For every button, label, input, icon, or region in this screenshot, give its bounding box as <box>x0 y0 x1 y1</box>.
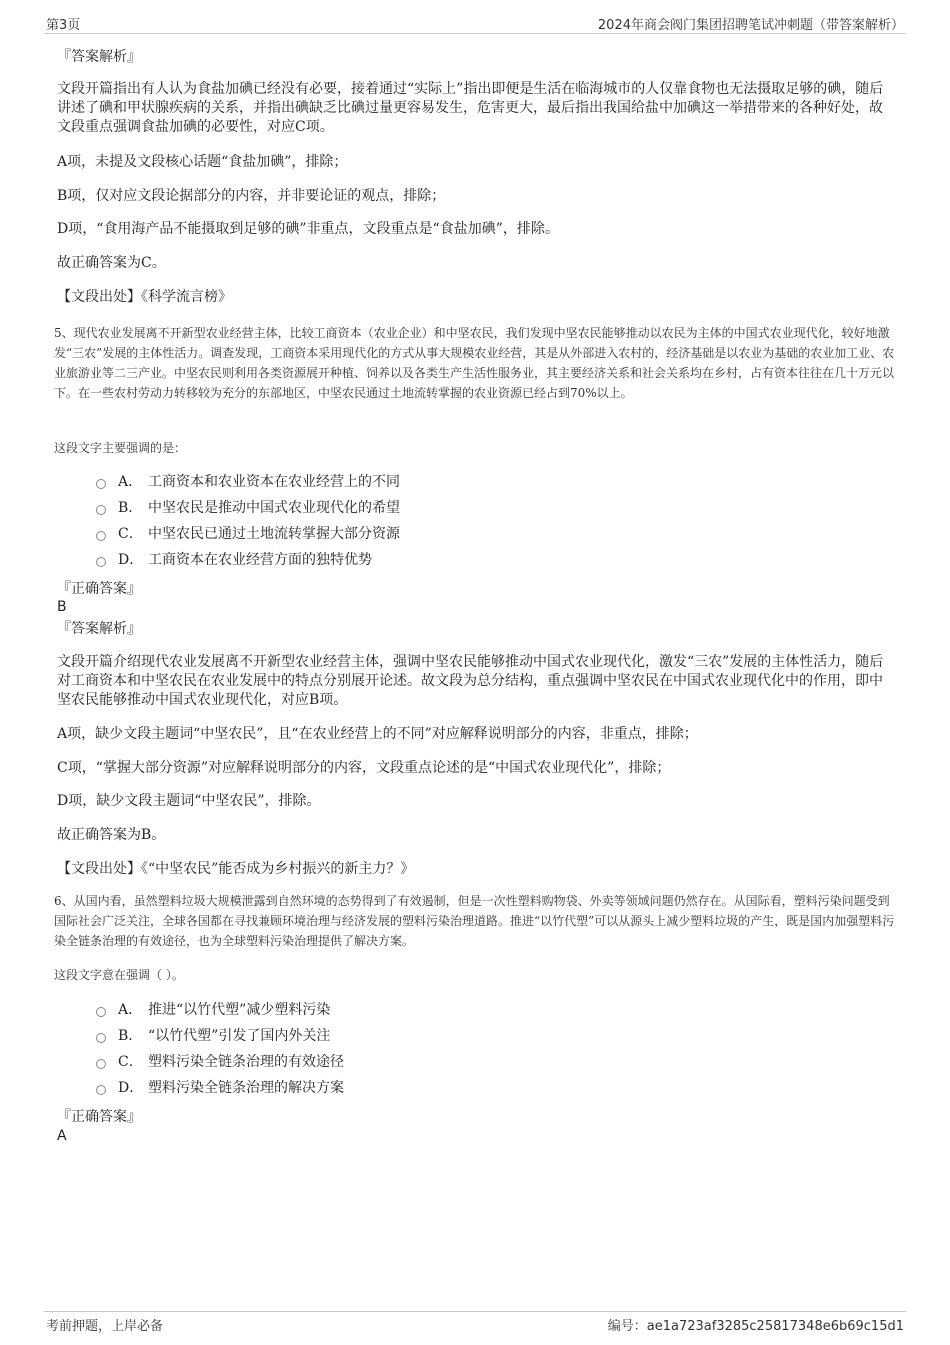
source-citation: 【文段出处】《“中坚农民”能否成为乡村振兴的新主力？》 <box>57 861 415 877</box>
radio-icon[interactable] <box>96 1007 106 1017</box>
footer-divider <box>44 1311 906 1312</box>
footer-slogan: 考前押题，上岸必备 <box>46 1319 164 1334</box>
q6-option-b[interactable] <box>96 1025 330 1047</box>
correct-answer-label: 『正确答案』 <box>57 581 141 597</box>
option-text: 中坚农民已通过土地流转掌握大部分资源 <box>148 526 400 542</box>
analysis-option-a: A项，未提及文段核心话题“食盐加碘”，排除； <box>57 154 348 170</box>
option-text: 塑料污染全链条治理的解决方案 <box>148 1080 344 1096</box>
analysis-paragraph: 文段开篇指出有人认为食盐加碘已经没有必要，接着通过“实际上”指出即便是生活在临海城市的人仅靠食物也无法摄取足够的碘，随后讲述了碘和甲状腺疾病的关系，并指出碘缺乏比碘过量更容易发生，危害更大，最后指出我国给盐中加碘这一举措带来的各种好处，故文段重点强调食盐加碘的必要性，对应C项。 <box>57 81 884 135</box>
q6-option-a[interactable] <box>96 999 330 1021</box>
radio-icon[interactable] <box>96 557 106 567</box>
footer-code <box>608 1315 904 1334</box>
analysis-paragraph: 文段开篇介绍现代农业发展离不开新型农业经营主体，强调中坚农民能够推动中国式农业现代化，激发“三农”发展的主体性活力，随后对工商资本和中坚农民在农业发展中的特点分别展开论述。故文段为总分结构，重点强调中坚农民在中国式农业现代化中的作用，即中坚农民能够推动中国式农业现代化，对应B项。 <box>57 654 884 708</box>
analysis-option-a: A项，缺少文段主题词“中坚农民”，且“在农业经营上的不同”对应解释说明部分的内容，非重点，排除； <box>57 726 698 742</box>
question-5-prompt: 这段文字主要强调的是： <box>54 441 187 455</box>
option-letter: B． <box>118 500 143 516</box>
option-letter: C． <box>118 526 143 542</box>
option-text: 工商资本在农业经营方面的独特优势 <box>148 552 372 568</box>
header-divider <box>44 33 906 34</box>
option-text: 推进“以竹代塑”减少塑料污染 <box>148 1002 331 1018</box>
correct-answer: A <box>57 1128 67 1144</box>
analysis-label: 『答案解析』 <box>57 621 141 637</box>
answer-conclusion: 故正确答案为B。 <box>57 827 166 843</box>
footer-code-value: ae1a723af3285c25817348e6b69c15d1 <box>646 1319 904 1334</box>
analysis-option-b: B项，仅对应文段论据部分的内容，并非要论证的观点，排除； <box>57 188 446 204</box>
option-text: “以竹代塑”引发了国内外关注 <box>148 1028 331 1044</box>
option-letter: D． <box>118 1080 144 1096</box>
radio-icon[interactable] <box>96 479 106 489</box>
document-title: 2024年商会阀门集团招聘笔试冲刺题（带答案解析） <box>597 18 904 33</box>
footer-code-label: 编号： <box>607 1319 647 1334</box>
analysis-label: 『答案解析』 <box>57 49 141 65</box>
question-5-stem: 5、现代农业发展离不开新型农业经营主体，比较工商资本（农业企业）和中坚农民，我们发现中坚农民能够推动以农民为主体的中国式农业现代化，较好地激发“三农”发展的主体性活力。调查发现，工商资本采用现代化的方式从事大规模农业经营，其是从外部进入农村的，经济基础是以农业为基础的农业加工业、农业旅游业等二三产业。中坚农民则利用各类资源展开种植、饲养以及各类生产生活性服务业，其主要经济关系和社会关系均在乡村，占有资本往往在几十万元以下。在一些农村劳动力转移较为充分的东部地区，中坚农民通过土地流转掌握的农业资源已经占到70%以上。 <box>54 326 895 400</box>
analysis-option-d: D项，“食用海产品不能摄取到足够的碘”非重点，文段重点是“食盐加碘”，排除。 <box>57 221 559 237</box>
radio-icon[interactable] <box>96 531 106 541</box>
page-number: 第3页 <box>46 18 81 33</box>
q5-option-a[interactable] <box>96 471 400 493</box>
radio-icon[interactable] <box>96 1059 106 1069</box>
correct-answer: B <box>57 599 67 615</box>
q5-option-c[interactable] <box>96 523 400 545</box>
option-letter: C． <box>118 1054 143 1070</box>
q6-option-d[interactable] <box>96 1077 344 1099</box>
q5-option-b[interactable] <box>96 497 400 519</box>
answer-conclusion: 故正确答案为C。 <box>57 255 166 271</box>
option-text: 塑料污染全链条治理的有效途径 <box>148 1054 344 1070</box>
analysis-option-d: D项，缺少文段主题词“中坚农民”，排除。 <box>57 793 321 809</box>
option-text: 中坚农民是推动中国式农业现代化的希望 <box>148 500 400 516</box>
question-6-stem: 6、从国内看，虽然塑料垃圾大规模泄露到自然环境的态势得到了有效遏制，但是一次性塑料购物袋、外卖等领域问题仍然存在。从国际看，塑料污染问题受到国际社会广泛关注，全球各国都在寻找兼顾环境治理与经济发展的塑料污染治理道路。推进“以竹代塑”可以从源头上减少塑料垃圾的产生，既是国内加强塑料污染全链条治理的有效途径，也为全球塑料污染治理提供了解决方案。 <box>54 894 895 948</box>
q5-option-d[interactable] <box>96 549 372 571</box>
question-6-prompt: 这段文字意在强调（ ）。 <box>54 968 184 982</box>
source-citation: 【文段出处】《科学流言榜》 <box>57 289 232 305</box>
analysis-option-c: C项，“掌握大部分资源”对应解释说明部分的内容，文段重点论述的是“中国式农业现代化”，排除； <box>57 760 671 776</box>
q6-option-c[interactable] <box>96 1051 344 1073</box>
correct-answer-label: 『正确答案』 <box>57 1109 141 1125</box>
option-letter: A． <box>118 1002 143 1018</box>
option-letter: B． <box>118 1028 143 1044</box>
option-letter: D． <box>118 552 144 568</box>
radio-icon[interactable] <box>96 505 106 515</box>
radio-icon[interactable] <box>96 1033 106 1043</box>
option-letter: A． <box>118 474 143 490</box>
option-text: 工商资本和农业资本在农业经营上的不同 <box>148 474 400 490</box>
radio-icon[interactable] <box>96 1085 106 1095</box>
